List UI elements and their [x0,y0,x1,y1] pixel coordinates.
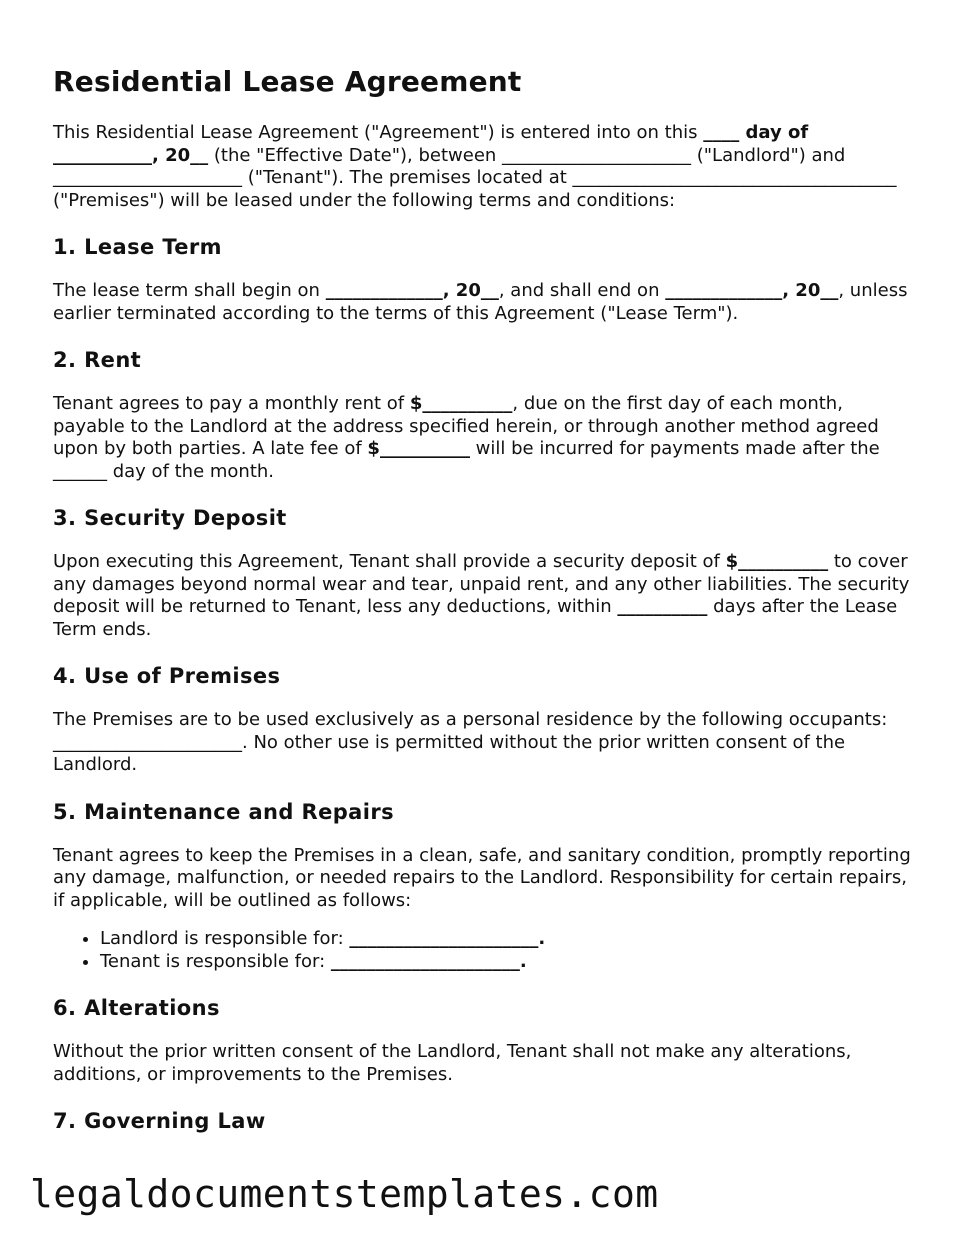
section-heading-alterations: 6. Alterations [53,996,220,1020]
landlord-responsibility-blank: _____________________. [349,928,546,949]
deposit-amount-blank: $__________ [725,551,829,572]
intro-text-1: This Residential Lease Agreement ("Agreement") is entered into on this [53,122,704,143]
rent-text-2: , due on the first day of each month, payable to the Landlord at the address specified herein, or through another method agreed upon by both parties. A late fee of [53,393,879,459]
maintenance-paragraph: Tenant agrees to keep the Premises in a clean, safe, and sanitary condition, promptly reporting any damage, malfunction, or needed repairs to the Landlord. Responsibility for certain repairs, if applicable, will be outlined as follows: [53,844,911,911]
rent-text-3: will be incurred for payments made after the ______ day of the month. [53,438,880,482]
landlord-responsibility-label: Landlord is responsible for: [100,928,350,949]
deposit-text-2: to cover any damages beyond normal wear and tear, unpaid rent, and any other liabilities. The security deposit will be returned to Tenant, less any deductions, within [53,551,910,617]
late-fee-blank: $__________ [367,438,470,459]
deposit-text-3: days after the Lease Term ends. [53,596,898,640]
repair-responsibility-list [53,928,913,973]
intro-paragraph [53,122,913,212]
security-deposit-paragraph [53,551,913,641]
lease-end-blank: _____________, 20__ [665,280,839,301]
deposit-days-blank: __________ [617,596,708,617]
section-heading-maintenance: 5. Maintenance and Repairs [53,799,395,824]
lease-term-text-3: , unless earlier terminated according to the terms of this Agreement ("Lease Term"). [53,280,908,324]
list-item [100,951,913,974]
alterations-paragraph: Without the prior written consent of the Landlord, Tenant shall not make any alterations, additions, or improvements to the Premises. [53,1041,852,1085]
intro-date-blank: ____ day of ___________, 20__ [53,122,809,166]
section-heading-use-of-premises: 4. Use of Premises [53,664,281,688]
lease-term-text-2: , and shall end on [498,280,666,301]
lease-term-paragraph [53,280,913,325]
monthly-rent-blank: $__________ [409,393,513,414]
section-heading-security-deposit: 3. Security Deposit [53,506,287,530]
rent-text-1: Tenant agrees to pay a monthly rent of [53,393,410,414]
tenant-responsibility-label: Tenant is responsible for: [100,950,331,972]
rent-paragraph [53,393,913,483]
use-of-premises-paragraph: The Premises are to be used exclusively as a personal residence by the following occupants: _____________________. No other use is permitted without the prior written consent of the Landlord. [53,709,888,775]
lease-term-text-1: The lease term shall begin on [53,280,326,301]
section-heading-rent: 2. Rent [53,348,142,372]
list-item [100,928,913,951]
document-title: Residential Lease Agreement [53,65,522,98]
intro-text-2: (the "Effective Date"), between _____________________ ("Landlord") and _____________________ ("Tenant"). The premises located at ____________________________________ ("Premises") will be leased under the following terms and conditions: [53,144,897,211]
watermark: legaldocumentstemplates.com [30,1172,659,1216]
lease-start-blank: _____________, 20__ [325,280,499,301]
section-heading-lease-term: 1. Lease Term [53,235,222,259]
tenant-responsibility-blank: _____________________. [330,950,527,972]
section-heading-governing-law: 7. Governing Law [53,1109,266,1133]
document-page [53,62,913,1154]
deposit-text-1: Upon executing this Agreement, Tenant shall provide a security deposit of [53,551,726,572]
